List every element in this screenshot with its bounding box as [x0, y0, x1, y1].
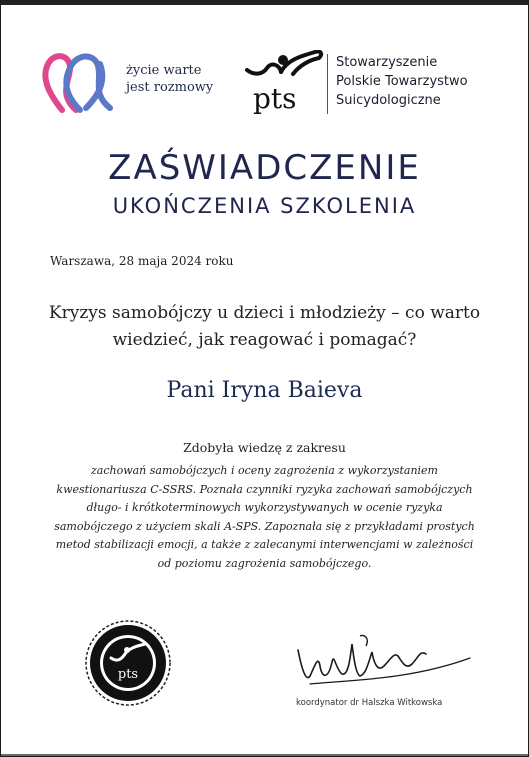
training-scope: [40, 462, 489, 574]
scope-line: metod stabilizacji emocji, a także z zalecanymi interwencjami w zależności: [55, 538, 474, 552]
scope-line: zachowań samobójczych i oceny zagrożenia z wykorzystaniem: [90, 464, 438, 477]
coordinator-name: koordynator dr Halszka Witkowska: [296, 698, 443, 708]
partner-line-2: jest rozmowy: [126, 80, 214, 95]
certificate-title: ZAŚWIADCZENIE: [108, 148, 421, 188]
place-and-date: Warszawa, 28 maja 2024 roku: [50, 254, 234, 268]
pts-logo-text: pts: [253, 82, 297, 115]
org-line-3: Suicydologiczne: [336, 93, 441, 108]
coordinator-signature: [290, 630, 490, 690]
bottom-rule: [1, 754, 528, 756]
partner-campaign-name: [126, 62, 236, 96]
scope-line: samobójczego z użyciem skali A-SPS. Zapoznała się z przykładami prostych: [54, 519, 475, 533]
course-title-line-2: wiedzieć, jak reagować i pomagać?: [112, 330, 417, 350]
certificate-subtitle: UKOŃCZENIA SZKOLENIA: [112, 194, 417, 218]
organization-name: [336, 53, 506, 110]
org-line-1: Stowarzyszenie: [336, 55, 438, 70]
course-title-line-1: Kryzys samobójczy u dzieci i młodzieży – co warto: [48, 303, 481, 323]
seal-text: pts: [117, 667, 139, 682]
awareness-ribbon-logo: [40, 50, 118, 114]
course-title: [40, 300, 489, 354]
partner-line-1: życie warte: [126, 63, 202, 78]
header-divider: [327, 54, 328, 114]
pts-logo: [245, 50, 325, 116]
knowledge-intro: Zdobyła wiedzę z zakresu: [183, 440, 346, 455]
recipient-name: Pani Iryna Baieva: [166, 378, 363, 403]
org-line-2: Polskie Towarzystwo: [336, 74, 468, 89]
top-rule: [1, 1, 528, 5]
scope-line: długo- i krótkoterminowych wykorzystywanych w ocenie ryzyka: [86, 501, 443, 515]
certificate-header: [40, 50, 500, 120]
scope-line: kwestionariusza C-SSRS. Poznała czynniki ryzyka zachowań samobójczych: [56, 482, 473, 496]
organization-seal: [85, 620, 171, 706]
scope-line: od poziomu zagrożenia samobójczego.: [157, 556, 372, 570]
